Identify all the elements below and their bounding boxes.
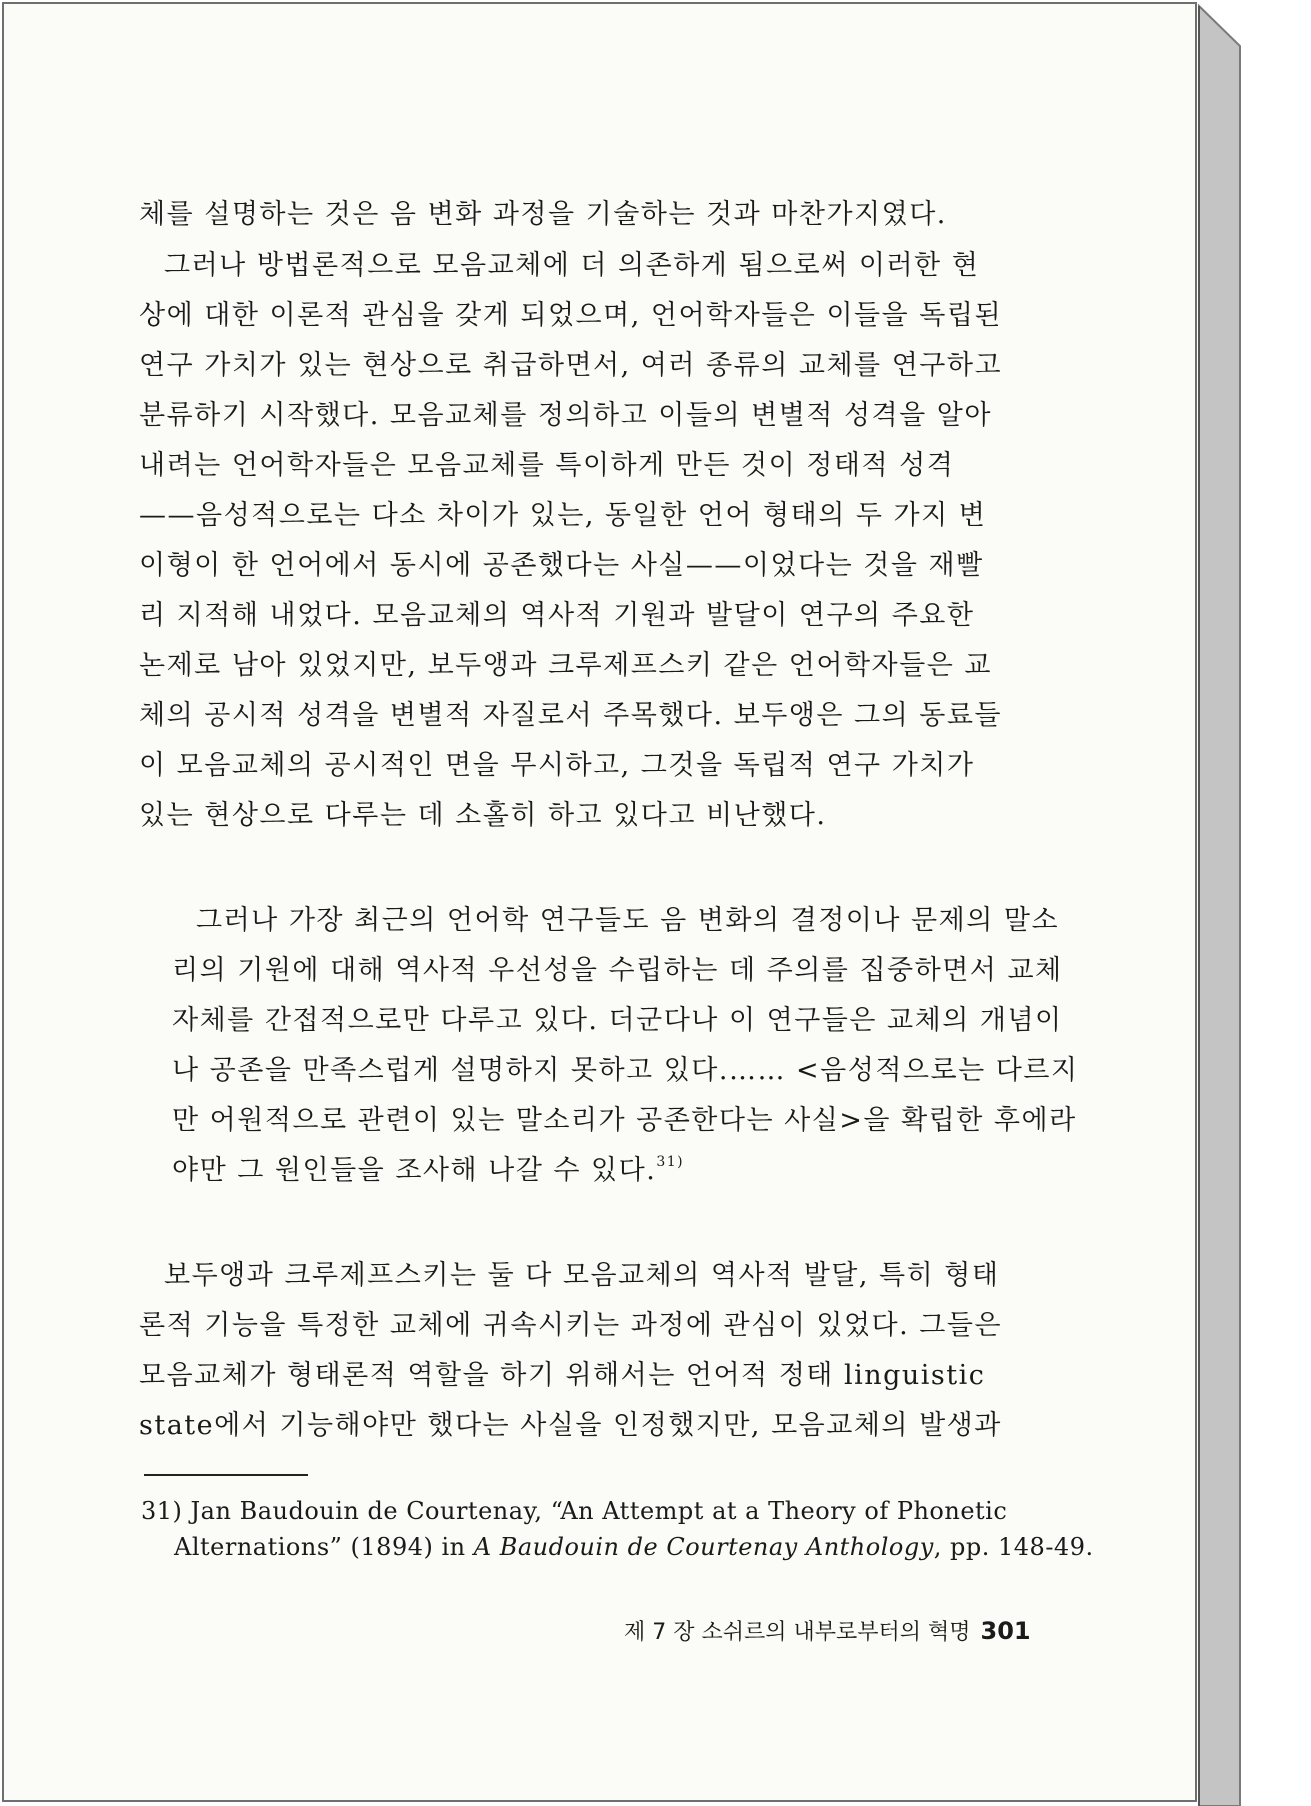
page-number: 301 (980, 1617, 1031, 1645)
text-line: 그러나 방법론적으로 모음교체에 더 의존하게 됨으로써 이러한 현 (164, 250, 980, 281)
footnote-reference[interactable]: 31) (656, 1154, 685, 1170)
footnote-number: 31) (141, 1497, 183, 1525)
quote-line: 그러나 가장 최근의 언어학 연구들도 음 변화의 결정이나 문제의 말소 (196, 905, 1060, 936)
text-line: 상에 대한 이론적 관심을 갖게 되었으며, 언어학자들은 이들을 독립된 (139, 300, 1003, 331)
quote-line: 나 공존을 만족스럽게 설명하지 못하고 있다.…… <음성적으로는 다르지 (172, 1055, 1079, 1086)
footnote-book-title: A Baudouin de Courtenay Anthology (473, 1533, 934, 1561)
text-line: ——음성적으로는 다소 차이가 있는, 동일한 언어 형태의 두 가지 변 (139, 500, 987, 531)
text-line: state에서 기능해야만 했다는 사실을 인정했지만, 모음교체의 발생과 (139, 1410, 1002, 1441)
text-line: 논제로 남아 있었지만, 보두앵과 크루제프스키 같은 언어학자들은 교 (139, 650, 992, 681)
text-line: 리 지적해 내었다. 모음교체의 역사적 기원과 발달이 연구의 주요한 (139, 600, 975, 631)
quote-line-text: 야만 그 원인들을 조사해 나갈 수 있다. (172, 1155, 657, 1186)
quote-line: 리의 기원에 대해 역사적 우선성을 수립하는 데 주의를 집중하면서 교체 (172, 955, 1063, 986)
text-line: 있는 현상으로 다루는 데 소홀히 하고 있다고 비난했다. (139, 800, 827, 831)
text-line: 모음교체가 형태론적 역할을 하기 위해서는 언어적 정태 linguistic (139, 1360, 986, 1391)
text-line: 내려는 언어학자들은 모음교체를 특이하게 만든 것이 정태적 성격 (139, 450, 955, 481)
footnote-text: Alternations” (1894) in (174, 1533, 474, 1561)
text-line: 이 모음교체의 공시적인 면을 무시하고, 그것을 독립적 연구 가치가 (139, 750, 975, 781)
quote-line: 자체를 간접적으로만 다루고 있다. 더군다나 이 연구들은 교체의 개념이 (172, 1005, 1063, 1036)
text-line: 체를 설명하는 것은 음 변화 과정을 기술하는 것과 마찬가지였다. (139, 199, 947, 230)
text-line: 이형이 한 언어에서 동시에 공존했다는 사실——이었다는 것을 재빨 (139, 550, 984, 581)
text-line: 체의 공시적 성격을 변별적 자질로서 주목했다. 보두앵은 그의 동료들 (139, 700, 1003, 731)
quote-line: 만 어원적으로 관련이 있는 말소리가 공존한다는 사실>을 확립한 후에라 (172, 1105, 1077, 1136)
footnote-text: Jan Baudouin de Courtenay, “An Attempt at a Theory of Phonetic (190, 1497, 1008, 1525)
chapter-title: 제 7 장 소쉬르의 내부로부터의 혁명 (624, 1620, 971, 1645)
text-line: 보두앵과 크루제프스키는 둘 다 모음교체의 역사적 발달, 특히 형태 (164, 1260, 1000, 1291)
text-line: 론적 기능을 특정한 교체에 귀속시키는 과정에 관심이 있었다. 그들은 (139, 1310, 1003, 1341)
text-line: 분류하기 시작했다. 모음교체를 정의하고 이들의 변별적 성격을 알아 (139, 400, 992, 431)
text-line: 연구 가치가 있는 현상으로 취급하면서, 여러 종류의 교체를 연구하고 (139, 350, 1003, 381)
footnote-text: , pp. 148-49. (933, 1533, 1094, 1561)
